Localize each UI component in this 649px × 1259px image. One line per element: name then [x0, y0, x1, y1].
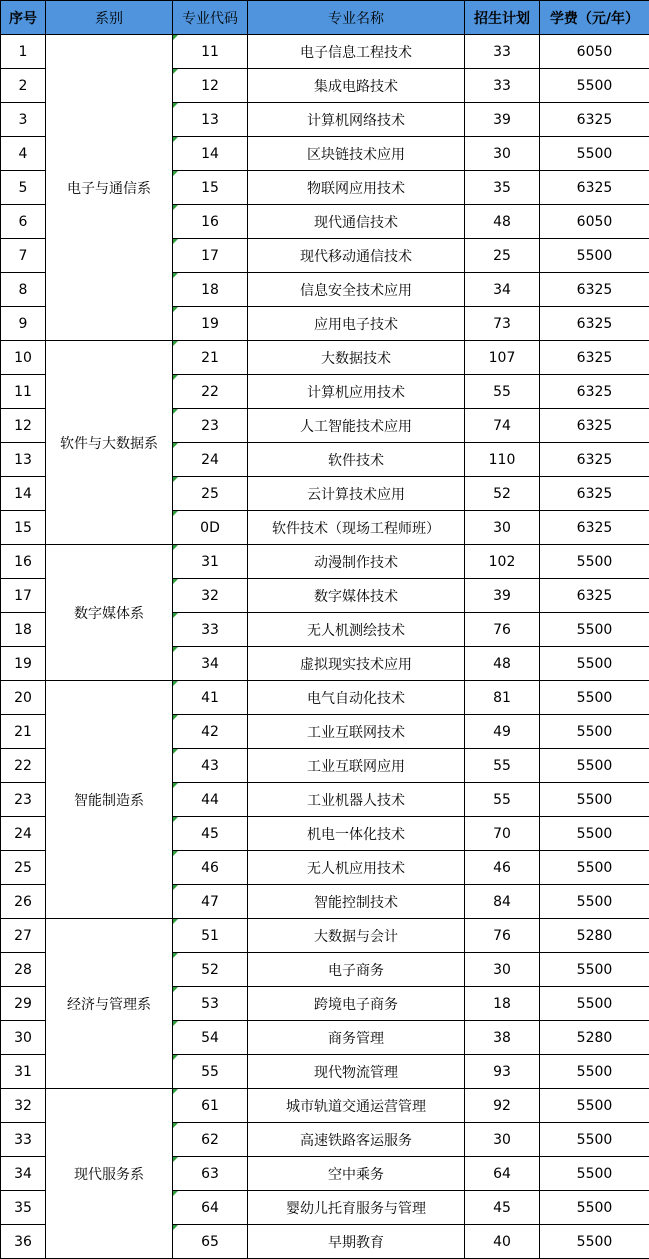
cell-plan: 73 [465, 307, 540, 341]
cell-plan: 84 [465, 885, 540, 919]
cell-major-name: 空中乘务 [248, 1157, 465, 1191]
cell-tuition: 5500 [540, 545, 649, 579]
cell-major-code: 51 [173, 919, 248, 953]
cell-index: 7 [1, 239, 46, 273]
cell-index: 18 [1, 613, 46, 647]
cell-plan: 25 [465, 239, 540, 273]
table-row [1, 919, 649, 953]
cell-plan: 64 [465, 1157, 540, 1191]
cell-major-name: 人工智能技术应用 [248, 409, 465, 443]
cell-tuition: 5500 [540, 1191, 649, 1225]
cell-index: 27 [1, 919, 46, 953]
cell-major-name: 集成电路技术 [248, 69, 465, 103]
cell-tuition: 5500 [540, 885, 649, 919]
cell-major-code: 46 [173, 851, 248, 885]
cell-major-code: 33 [173, 613, 248, 647]
cell-tuition: 6325 [540, 273, 649, 307]
cell-major-code: 53 [173, 987, 248, 1021]
cell-major-name: 云计算技术应用 [248, 477, 465, 511]
cell-plan: 55 [465, 749, 540, 783]
cell-plan: 34 [465, 273, 540, 307]
cell-plan: 30 [465, 511, 540, 545]
cell-index: 28 [1, 953, 46, 987]
table-row [1, 341, 649, 375]
cell-plan: 38 [465, 1021, 540, 1055]
cell-major-name: 无人机测绘技术 [248, 613, 465, 647]
cell-major-code: 65 [173, 1225, 248, 1259]
cell-tuition: 5500 [540, 239, 649, 273]
cell-plan: 30 [465, 1123, 540, 1157]
cell-tuition: 5500 [540, 137, 649, 171]
cell-major-code: 13 [173, 103, 248, 137]
cell-tuition: 6325 [540, 579, 649, 613]
header-tuition: 学费（元/年） [540, 1, 649, 35]
cell-index: 19 [1, 647, 46, 681]
cell-plan: 74 [465, 409, 540, 443]
cell-major-code: 22 [173, 375, 248, 409]
cell-plan: 110 [465, 443, 540, 477]
cell-index: 15 [1, 511, 46, 545]
cell-index: 12 [1, 409, 46, 443]
cell-index: 11 [1, 375, 46, 409]
cell-major-name: 软件技术 [248, 443, 465, 477]
cell-major-name: 计算机网络技术 [248, 103, 465, 137]
cell-major-code: 42 [173, 715, 248, 749]
cell-plan: 30 [465, 953, 540, 987]
cell-index: 29 [1, 987, 46, 1021]
cell-major-name: 电气自动化技术 [248, 681, 465, 715]
cell-tuition: 5500 [540, 613, 649, 647]
cell-index: 24 [1, 817, 46, 851]
cell-index: 10 [1, 341, 46, 375]
cell-major-name: 软件技术（现场工程师班） [248, 511, 465, 545]
cell-plan: 33 [465, 69, 540, 103]
cell-major-name: 虚拟现实技术应用 [248, 647, 465, 681]
cell-department: 经济与管理系 [46, 919, 173, 1089]
cell-major-name: 大数据与会计 [248, 919, 465, 953]
cell-tuition: 6325 [540, 511, 649, 545]
cell-major-name: 数字媒体技术 [248, 579, 465, 613]
header-major-code: 专业代码 [173, 1, 248, 35]
cell-major-name: 现代物流管理 [248, 1055, 465, 1089]
cell-index: 22 [1, 749, 46, 783]
cell-major-code: 23 [173, 409, 248, 443]
cell-index: 20 [1, 681, 46, 715]
cell-plan: 18 [465, 987, 540, 1021]
cell-index: 6 [1, 205, 46, 239]
table-row [1, 681, 649, 715]
cell-tuition: 5500 [540, 715, 649, 749]
cell-major-name: 商务管理 [248, 1021, 465, 1055]
cell-major-name: 电子商务 [248, 953, 465, 987]
cell-major-name: 区块链技术应用 [248, 137, 465, 171]
cell-major-code: 18 [173, 273, 248, 307]
cell-tuition: 5280 [540, 1021, 649, 1055]
cell-tuition: 6050 [540, 35, 649, 69]
cell-plan: 52 [465, 477, 540, 511]
cell-major-name: 智能控制技术 [248, 885, 465, 919]
cell-major-name: 婴幼儿托育服务与管理 [248, 1191, 465, 1225]
cell-major-code: 47 [173, 885, 248, 919]
cell-tuition: 5280 [540, 919, 649, 953]
header-department: 系别 [46, 1, 173, 35]
cell-plan: 81 [465, 681, 540, 715]
cell-index: 13 [1, 443, 46, 477]
cell-major-code: 55 [173, 1055, 248, 1089]
cell-major-code: 52 [173, 953, 248, 987]
cell-plan: 46 [465, 851, 540, 885]
cell-major-code: 61 [173, 1089, 248, 1123]
cell-department: 智能制造系 [46, 681, 173, 919]
cell-major-code: 62 [173, 1123, 248, 1157]
cell-major-name: 高速铁路客运服务 [248, 1123, 465, 1157]
cell-major-name: 大数据技术 [248, 341, 465, 375]
cell-major-code: 32 [173, 579, 248, 613]
cell-plan: 107 [465, 341, 540, 375]
cell-major-code: 43 [173, 749, 248, 783]
cell-major-name: 电子信息工程技术 [248, 35, 465, 69]
table-row [1, 1089, 649, 1123]
cell-plan: 76 [465, 919, 540, 953]
cell-major-code: 14 [173, 137, 248, 171]
cell-index: 3 [1, 103, 46, 137]
cell-tuition: 5500 [540, 851, 649, 885]
header-major-name: 专业名称 [248, 1, 465, 35]
cell-tuition: 5500 [540, 681, 649, 715]
cell-plan: 33 [465, 35, 540, 69]
cell-tuition: 6325 [540, 409, 649, 443]
cell-major-code: 17 [173, 239, 248, 273]
cell-major-name: 物联网应用技术 [248, 171, 465, 205]
cell-tuition: 6325 [540, 103, 649, 137]
cell-major-name: 城市轨道交通运营管理 [248, 1089, 465, 1123]
header-index: 序号 [1, 1, 46, 35]
cell-department: 电子与通信系 [46, 35, 173, 341]
cell-index: 14 [1, 477, 46, 511]
table-row [1, 545, 649, 579]
cell-tuition: 5500 [540, 1225, 649, 1259]
cell-plan: 35 [465, 171, 540, 205]
cell-major-name: 机电一体化技术 [248, 817, 465, 851]
cell-department: 软件与大数据系 [46, 341, 173, 545]
cell-plan: 70 [465, 817, 540, 851]
cell-major-code: 34 [173, 647, 248, 681]
cell-plan: 102 [465, 545, 540, 579]
cell-index: 25 [1, 851, 46, 885]
cell-index: 26 [1, 885, 46, 919]
cell-tuition: 6325 [540, 307, 649, 341]
cell-plan: 45 [465, 1191, 540, 1225]
cell-major-code: 41 [173, 681, 248, 715]
table-body [1, 35, 649, 1259]
cell-index: 9 [1, 307, 46, 341]
cell-major-code: 24 [173, 443, 248, 477]
cell-department: 数字媒体系 [46, 545, 173, 681]
cell-major-code: 21 [173, 341, 248, 375]
table-row [1, 35, 649, 69]
cell-index: 31 [1, 1055, 46, 1089]
cell-tuition: 5500 [540, 1055, 649, 1089]
cell-tuition: 5500 [540, 1157, 649, 1191]
cell-major-name: 工业互联网技术 [248, 715, 465, 749]
cell-plan: 55 [465, 783, 540, 817]
cell-major-name: 信息安全技术应用 [248, 273, 465, 307]
cell-major-name: 跨境电子商务 [248, 987, 465, 1021]
cell-tuition: 6325 [540, 375, 649, 409]
cell-major-name: 早期教育 [248, 1225, 465, 1259]
header-plan: 招生计划 [465, 1, 540, 35]
cell-tuition: 6325 [540, 171, 649, 205]
cell-tuition: 5500 [540, 647, 649, 681]
cell-tuition: 6325 [540, 341, 649, 375]
cell-tuition: 6050 [540, 205, 649, 239]
cell-tuition: 5500 [540, 1089, 649, 1123]
cell-major-name: 现代移动通信技术 [248, 239, 465, 273]
cell-major-name: 无人机应用技术 [248, 851, 465, 885]
cell-major-code: 31 [173, 545, 248, 579]
cell-index: 5 [1, 171, 46, 205]
cell-major-code: 12 [173, 69, 248, 103]
cell-major-code: 45 [173, 817, 248, 851]
cell-tuition: 5500 [540, 69, 649, 103]
cell-major-code: 16 [173, 205, 248, 239]
cell-tuition: 5500 [540, 953, 649, 987]
cell-major-name: 现代通信技术 [248, 205, 465, 239]
cell-major-code: 25 [173, 477, 248, 511]
cell-plan: 48 [465, 205, 540, 239]
cell-major-code: 0D [173, 511, 248, 545]
cell-major-name: 工业互联网应用 [248, 749, 465, 783]
cell-major-code: 64 [173, 1191, 248, 1225]
cell-index: 17 [1, 579, 46, 613]
cell-index: 23 [1, 783, 46, 817]
cell-index: 30 [1, 1021, 46, 1055]
cell-index: 16 [1, 545, 46, 579]
cell-tuition: 5500 [540, 987, 649, 1021]
cell-plan: 55 [465, 375, 540, 409]
cell-plan: 48 [465, 647, 540, 681]
cell-plan: 39 [465, 579, 540, 613]
cell-tuition: 5500 [540, 783, 649, 817]
cell-major-name: 应用电子技术 [248, 307, 465, 341]
cell-major-code: 11 [173, 35, 248, 69]
header-row [1, 1, 649, 35]
cell-tuition: 6325 [540, 477, 649, 511]
cell-index: 34 [1, 1157, 46, 1191]
cell-index: 21 [1, 715, 46, 749]
cell-index: 2 [1, 69, 46, 103]
cell-index: 8 [1, 273, 46, 307]
cell-plan: 93 [465, 1055, 540, 1089]
cell-index: 32 [1, 1089, 46, 1123]
cell-major-code: 44 [173, 783, 248, 817]
cell-index: 35 [1, 1191, 46, 1225]
cell-plan: 49 [465, 715, 540, 749]
cell-plan: 92 [465, 1089, 540, 1123]
cell-plan: 30 [465, 137, 540, 171]
cell-tuition: 6325 [540, 443, 649, 477]
cell-tuition: 5500 [540, 1123, 649, 1157]
cell-plan: 40 [465, 1225, 540, 1259]
cell-index: 4 [1, 137, 46, 171]
cell-plan: 39 [465, 103, 540, 137]
cell-tuition: 5500 [540, 817, 649, 851]
cell-index: 33 [1, 1123, 46, 1157]
cell-tuition: 5500 [540, 749, 649, 783]
cell-department: 现代服务系 [46, 1089, 173, 1259]
cell-plan: 76 [465, 613, 540, 647]
cell-major-name: 动漫制作技术 [248, 545, 465, 579]
cell-major-code: 63 [173, 1157, 248, 1191]
cell-index: 1 [1, 35, 46, 69]
cell-major-name: 工业机器人技术 [248, 783, 465, 817]
cell-major-code: 54 [173, 1021, 248, 1055]
cell-major-code: 19 [173, 307, 248, 341]
cell-index: 36 [1, 1225, 46, 1259]
cell-major-code: 15 [173, 171, 248, 205]
cell-major-name: 计算机应用技术 [248, 375, 465, 409]
